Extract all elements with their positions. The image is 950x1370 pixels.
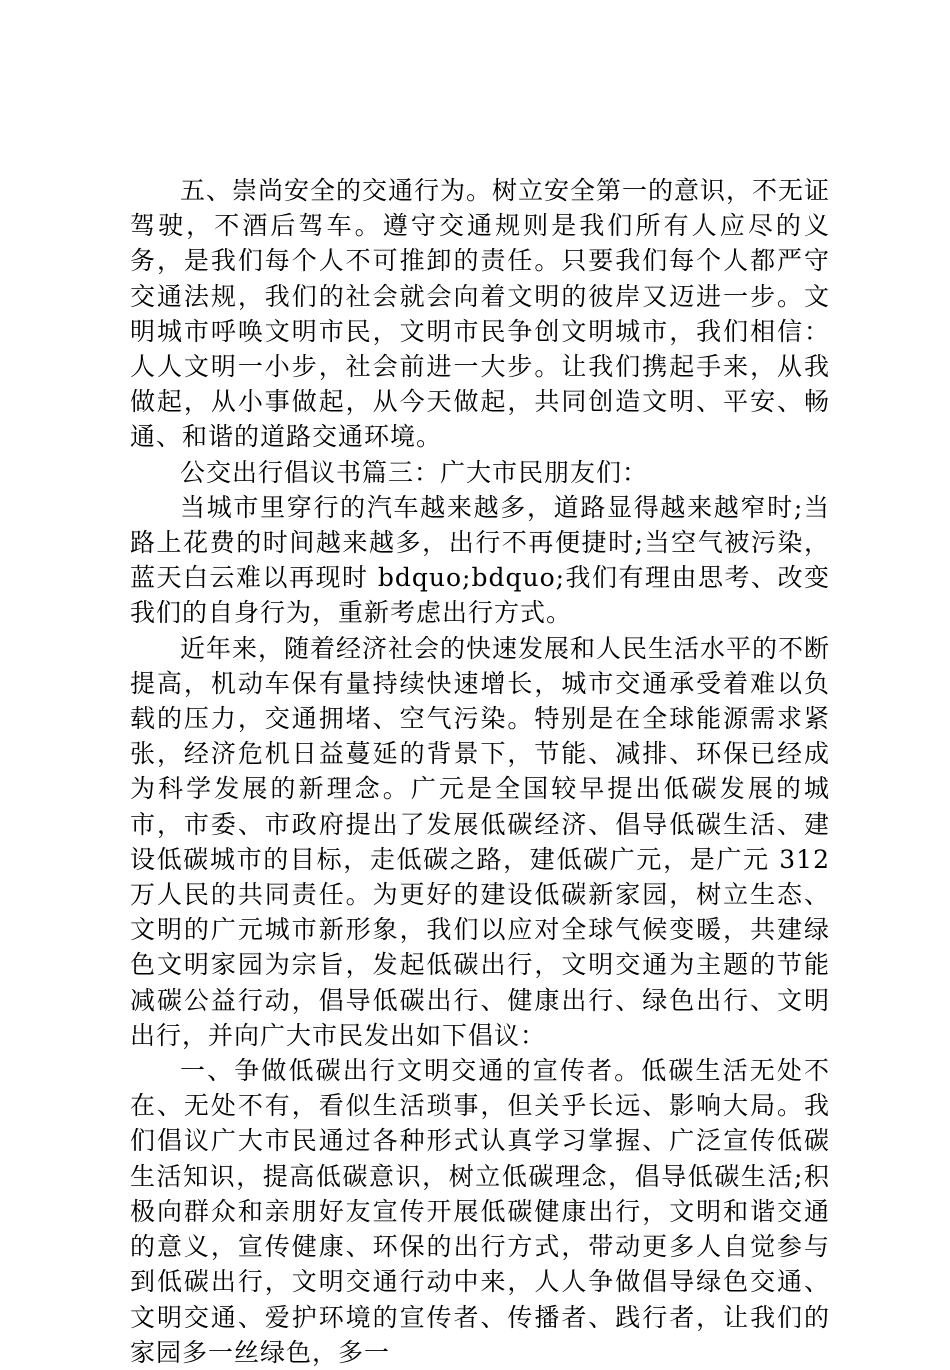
paragraph-city-traffic: 当城市里穿行的汽车越来越多，道路显得越来越窄时;当路上花费的时间越来越多，出行不再便捷时;当空气被污染，蓝天白云难以再现时 bdquo;bdquo;我们有理由思考、改变我们的自身行为，重新考虑出行方式。 <box>130 492 830 628</box>
document-body <box>130 173 830 1370</box>
paragraph-proposal-heading: 公交出行倡议书篇三：广大市民朋友们： <box>180 457 649 487</box>
paragraph-safety-behavior: 五、崇尚安全的交通行为。树立安全第一的意识，不无证驾驶，不酒后驾车。遵守交通规则是我们所有人应尽的义务，是我们每个人不可推卸的责任。只要我们每个人都严守交通法规，我们的社会就会向着文明的彼岸又迈进一步。文明城市呼唤文明市民，文明市民争创文明城市，我们相信：人人文明一小步，社会前进一大步。让我们携起手来，从我做起，从小事做起，从今天做起，共同创造文明、平安、畅通、和谐的道路交通环境。 <box>130 176 831 452</box>
paragraph-low-carbon-background: 近年来，随着经济社会的快速发展和人民生活水平的不断提高，机动车保有量持续快速增长，城市交通承受着难以负载的压力，交通拥堵、空气污染。特别是在全球能源需求紧张，经济危机日益蔓延的背景下，节能、减排、环保已经成为科学发展的新理念。广元是全国较早提出低碳发展的城市，市委、市政府提出了发展低碳经济、倡导低碳生活、建设低碳城市的目标，走低碳之路，建低碳广元，是广元 312 万人民的共同责任。为更好的建设低碳新家园，树立生态、文明的广元城市新形象，我们以应对全球气候变暖，共建绿色文明家园为宗旨，发起低碳出行，文明交通为主题的节能减碳公益行动，倡导低碳出行、健康出行、绿色出行、文明出行，并向广大市民发出如下倡议： <box>130 633 831 1050</box>
paragraph-proposal-one: 一、争做低碳出行文明交通的宣传者。低碳生活无处不在、无处不有，看似生活琐事，但关乎长远、影响大局。我们倡议广大市民通过各种形式认真学习掌握、广泛宣传低碳生活知识，提高低碳意识，树立低碳理念，倡导低碳生活;积极向群众和亲朋好友宣传开展低碳健康出行，文明和谐交通的意义，宣传健康、环保的出行方式，带动更多人自觉参与到低碳出行，文明交通行动中来，人人争做倡导绿色交通、文明交通、爱护环境的宣传者、传播者、践行者，让我们的家园多一丝绿色，多一 <box>130 1056 830 1367</box>
